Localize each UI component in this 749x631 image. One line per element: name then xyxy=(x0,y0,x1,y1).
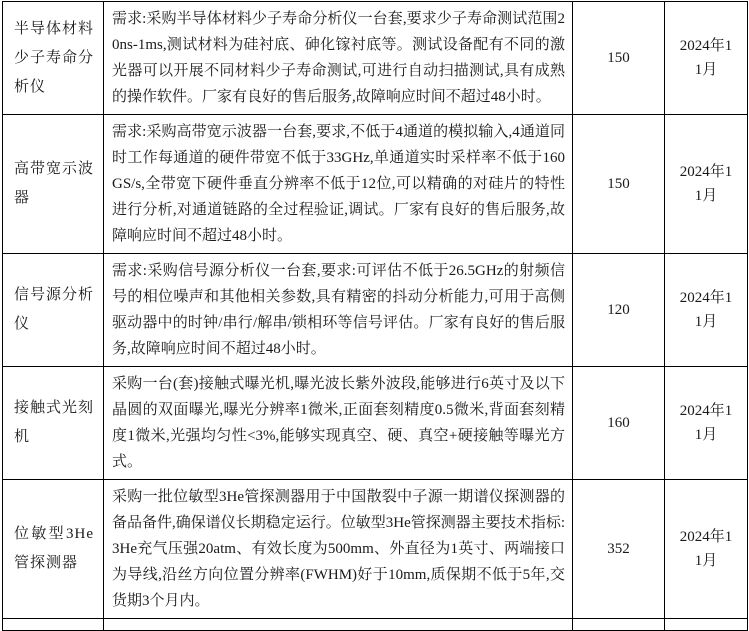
equipment-name-cell: 位敏型3He管探测器 xyxy=(3,480,104,619)
budget-amount-cell: 120 xyxy=(573,254,665,367)
procurement-table xyxy=(2,1,748,631)
equipment-name-cell: 高带宽示波器 xyxy=(3,115,104,254)
table-row xyxy=(3,2,748,115)
requirement-description-cell: 采购一台(套)接触式曝光机,曝光波长紫外波段,能够进行6英寸及以下晶圆的双面曝光,曝光分辨率1微米,正面套刻精度0.5微米,背面套刻精度1微米,光强均匀性<3%,能够实现真空、硬、真空+硬接触等曝光方式。 xyxy=(104,367,573,480)
date-text: 2024年11月 xyxy=(679,38,733,78)
equipment-name-cell: 信号源分析仪 xyxy=(3,254,104,367)
budget-amount-cell: 352 xyxy=(573,480,665,619)
table-row xyxy=(3,115,748,254)
date-text: 2024年11月 xyxy=(679,290,733,330)
table-row xyxy=(3,367,748,480)
date-cell xyxy=(665,367,748,480)
date-text: 2024年11月 xyxy=(679,164,733,204)
table-row xyxy=(3,254,748,367)
date-cell xyxy=(665,2,748,115)
empty-cell xyxy=(104,619,573,631)
table-row xyxy=(3,480,748,619)
requirement-description-cell: 采购一批位敏型3He管探测器用于中国散裂中子源一期谱仪探测器的备品备件,确保谱仪长期稳定运行。位敏型3He管探测器主要技术指标:3He充气压强20atm、有效长度为500mm、外直径为1英寸、两端接口为导线,沿丝方向位置分辨率(FWHM)好于10mm,质保期不低于5年,交货期3个月内。 xyxy=(104,480,573,619)
date-cell xyxy=(665,115,748,254)
date-text: 2024年11月 xyxy=(679,529,733,569)
requirement-description-cell: 需求:采购半导体材料少子寿命分析仪一台套,要求少子寿命测试范围20ns-1ms,测试材料为硅衬底、砷化镓衬底等。测试设备配有不同的激光器可以开展不同材料少子寿命测试,可进行自动扫描测试,具有成熟的操作软件。厂家有良好的售后服务,故障响应时间不超过48小时。 xyxy=(104,2,573,115)
budget-amount-cell: 150 xyxy=(573,115,665,254)
date-cell xyxy=(665,480,748,619)
budget-amount-cell: 150 xyxy=(573,2,665,115)
equipment-name-cell: 接触式光刻机 xyxy=(3,367,104,480)
empty-cell xyxy=(665,619,748,631)
budget-amount-cell: 160 xyxy=(573,367,665,480)
equipment-name-cell: 半导体材料少子寿命分析仪 xyxy=(3,2,104,115)
table-row-partial xyxy=(3,619,748,631)
empty-cell xyxy=(3,619,104,631)
date-cell xyxy=(665,254,748,367)
requirement-description-cell: 需求:采购高带宽示波器一台套,要求,不低于4通道的模拟输入,4通道同时工作每通道的硬件带宽不低于33GHz,单通道实时采样率不低于160GS/s,全带宽下硬件垂直分辨率不低于12位,可以精确的对硅片的特性进行分析,对通道链路的全过程验证,调试。厂家有良好的售后服务,故障响应时间不超过48小时。 xyxy=(104,115,573,254)
requirement-description-cell: 需求:采购信号源分析仪一台套,要求:可评估不低于26.5GHz的射频信号的相位噪声和其他相关参数,具有精密的抖动分析能力,可用于高侧驱动器中的时钟/串行/解串/锁相环等信号评估。厂家有良好的售后服务,故障响应时间不超过48小时。 xyxy=(104,254,573,367)
empty-cell xyxy=(573,619,665,631)
date-text: 2024年11月 xyxy=(679,403,733,443)
